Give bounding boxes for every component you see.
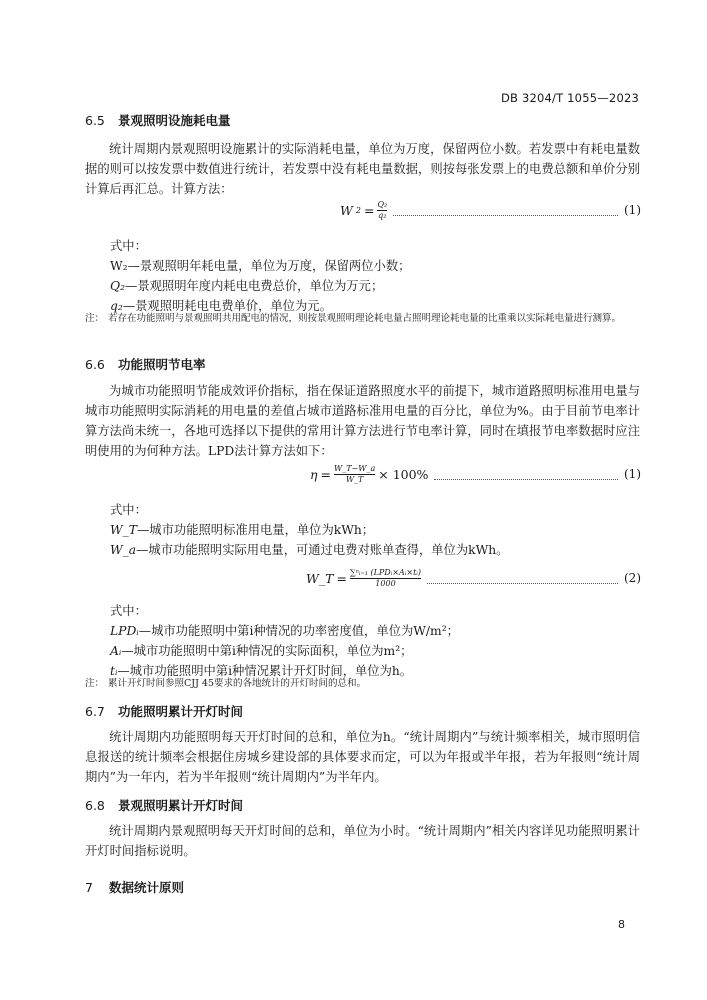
formula-wt xyxy=(306,566,641,590)
section-6-5-paragraph xyxy=(85,139,640,199)
formula-lhs: W xyxy=(340,202,353,218)
section-title: 景观照明设施耗电量 xyxy=(118,113,231,128)
definition-a xyxy=(110,641,412,659)
note-text: 若存在功能照明与景观照明共用配电的情况，则按景观照明理论耗电量占照明理论耗电量的比重乘以实际耗电量进行测算。 xyxy=(108,313,622,324)
section-6-8-heading xyxy=(85,796,243,814)
definition-lpd xyxy=(110,621,459,639)
section-7-heading xyxy=(85,878,184,896)
formula-equals: = xyxy=(336,570,347,586)
section-title: 数据统计原则 xyxy=(109,880,185,895)
formula-lhs-sub: 2 xyxy=(355,205,361,215)
section-number: 6.8 xyxy=(85,798,105,813)
definition-text: —城市功能照明标准用电量，单位为kWh； xyxy=(137,523,375,537)
section-6-6-heading xyxy=(85,355,206,373)
section-number: 6.5 xyxy=(85,113,105,128)
numerator: ∑ⁿᵢ₌₁ (LPDᵢ×Aᵢ×tᵢ) xyxy=(349,567,422,577)
paragraph-text: 统计周期内景观照明每天开灯时间的总和，单位为小时。“统计周期内”相关内容详见功能照明累计开灯时间指标说明。 xyxy=(85,824,640,858)
equation-number: (1) xyxy=(624,467,641,481)
definition-w2 xyxy=(110,256,410,274)
formula-lhs: W_T xyxy=(306,570,334,586)
fraction xyxy=(350,568,421,589)
where-label: 式中： xyxy=(110,503,147,517)
denominator: W_T xyxy=(345,474,364,484)
numerator: W_T−W_a xyxy=(333,463,376,473)
denominator: 1000 xyxy=(375,578,396,588)
formula-expression xyxy=(310,464,428,485)
formula-tail: × 100% xyxy=(378,466,429,482)
equation-number: (2) xyxy=(624,571,641,585)
definition-text: —景观照明年度内耗电电费总价，单位为万元； xyxy=(125,279,384,293)
section-6-7-paragraph xyxy=(85,727,640,787)
symbol: W_a xyxy=(110,543,137,557)
definition-text: —城市功能照明实际用电量，可通过电费对账单查得，单位为kWh。 xyxy=(136,543,509,557)
formula-equals: = xyxy=(320,466,331,482)
section-6-5-heading xyxy=(85,111,231,129)
fraction xyxy=(334,464,375,485)
paragraph-text: 统计周期内景观照明设施累计的实际消耗电量，单位为万度，保留两位小数。若发票中有耗电量数据的则可以按发票中数值进行统计，若发票中没有耗电量数据，则按每张发票上的电费总额和单价分别计算后再汇总。计算方法： xyxy=(85,142,640,196)
formula-lhs: η xyxy=(310,466,318,482)
section-title: 景观照明累计开灯时间 xyxy=(118,798,244,813)
note-label: 注： xyxy=(85,678,105,689)
symbol: LPDᵢ xyxy=(110,624,139,638)
formula-w2 xyxy=(340,198,641,222)
section-6-8-paragraph xyxy=(85,821,640,861)
leader-dots xyxy=(427,573,618,584)
leader-dots xyxy=(434,469,618,480)
symbol: q₂ xyxy=(110,299,123,313)
section-number: 7 xyxy=(85,880,93,895)
formula-equals: = xyxy=(363,202,375,218)
paragraph-text: 统计周期内功能照明每天开灯时间的总和，单位为h。“统计周期内”与统计频率相关，城市照明信息报送的统计频率会根据住房城乡建设部的具体要求而定，可以为年报或半年报，若为年报则“统计周期内”为一年内，若为半年报则“统计周期内”为半年内。 xyxy=(85,730,640,784)
formula-eta xyxy=(310,462,641,486)
document-id: DB 3204/T 1055—2023 xyxy=(500,91,639,105)
definition-text: —景观照明耗电电费单价，单位为元。 xyxy=(122,299,332,313)
section-6-7-heading xyxy=(85,702,243,720)
symbol: tᵢ xyxy=(110,664,118,678)
symbol: W₂ xyxy=(110,259,128,273)
leader-dots xyxy=(393,205,618,216)
numerator: Q₂ xyxy=(377,199,388,209)
note-label: 注： xyxy=(85,313,105,324)
section-number: 6.6 xyxy=(85,357,105,372)
section-title: 功能照明节电率 xyxy=(118,357,206,372)
definition-text: —城市功能照明中第i种情况累计开灯时间，单位为h。 xyxy=(117,664,413,678)
section-title: 功能照明累计开灯时间 xyxy=(118,704,244,719)
definition-text: —城市功能照明中第i种情况的实际面积，单位为m²； xyxy=(121,644,413,658)
symbol: Aᵢ xyxy=(110,644,122,658)
equation-number: (1) xyxy=(624,203,641,217)
fraction xyxy=(377,200,387,221)
note-text: 累计开灯时间参照CJJ 45要求的各地统计的开灯时间的总和。 xyxy=(108,678,366,689)
symbol: Q₂ xyxy=(110,279,126,293)
definition-text: —城市功能照明中第i种情况的功率密度值，单位为W/m²； xyxy=(138,624,459,638)
where-label: 式中： xyxy=(110,604,147,618)
paragraph-text: 为城市功能照明节能成效评价指标，指在保证道路照度水平的前提下，城市道路照明标准用电量与城市功能照明实际消耗的用电量的差值占城市道路标准用电量的百分比，单位为%。由于目前节电率计算方法尚未统一，各地可选择以下提供的常用计算方法进行节电率计算，同时在填报节电率数据时应注明使用的为何种方法。LPD法计算方法如下： xyxy=(85,384,640,458)
definition-q2-upper xyxy=(110,276,383,294)
definition-wt xyxy=(110,520,374,538)
page-number: 8 xyxy=(618,918,625,931)
formula-expression xyxy=(340,200,387,221)
definition-wa xyxy=(110,540,508,558)
section-6-6-paragraph xyxy=(85,381,640,461)
symbol: W_T xyxy=(110,523,137,537)
definition-text: —景观照明年耗电量，单位为万度，保留两位小数； xyxy=(127,259,411,273)
denominator: q₂ xyxy=(378,210,387,220)
where-label: 式中： xyxy=(110,239,147,253)
section-number: 6.7 xyxy=(85,704,105,719)
formula-expression xyxy=(306,568,421,589)
